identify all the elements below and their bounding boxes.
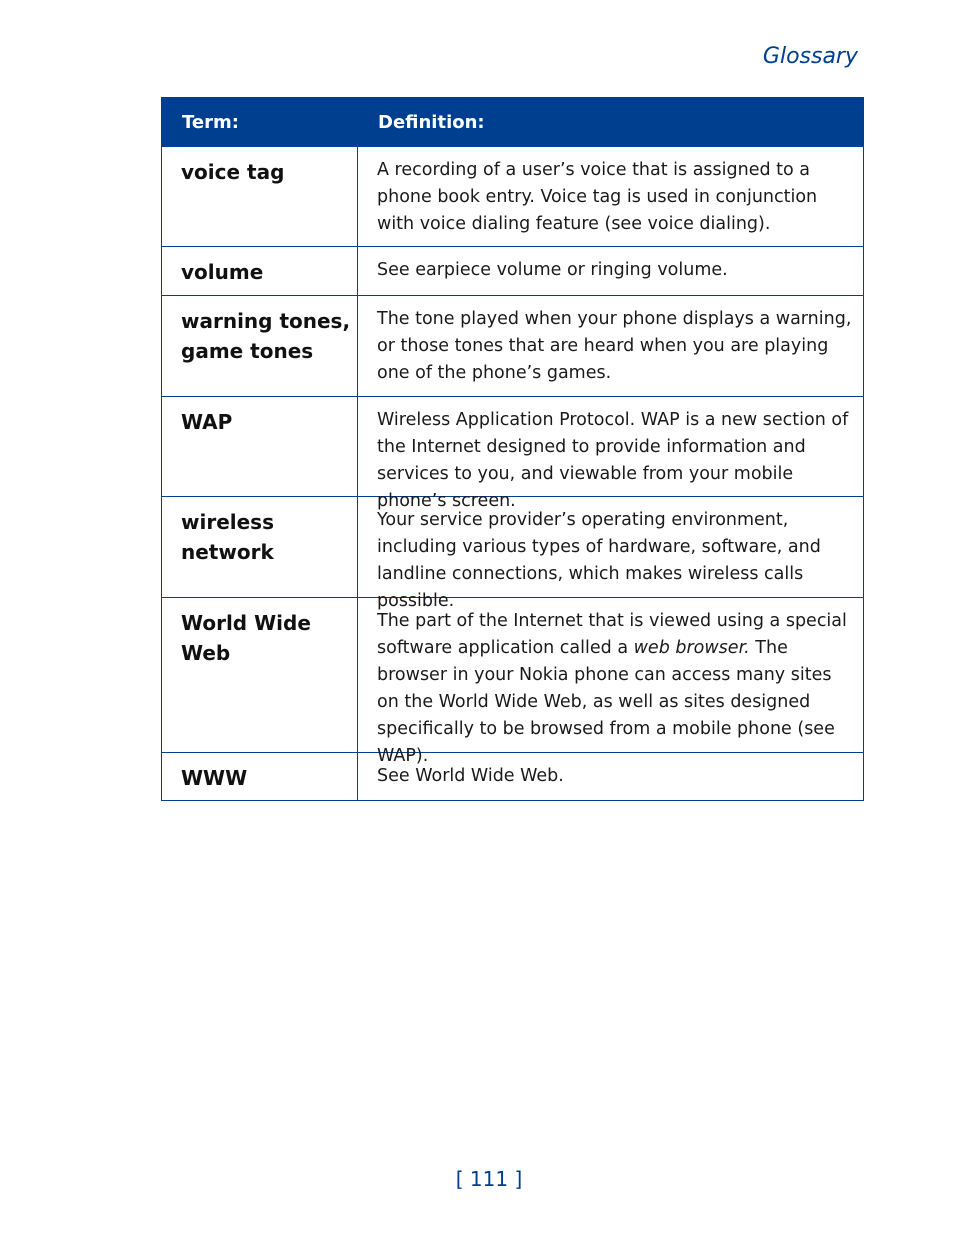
- definition-text: The browser in your Nokia phone can access many sites on the World Wide Web, as well as sites designed specifically to be browsed from a mobile phone (see WAP).: [377, 638, 835, 766]
- table-row: [162, 752, 863, 800]
- term-cell: wireless network: [162, 497, 358, 597]
- table-row: [162, 295, 863, 396]
- table-header-row: [162, 98, 863, 146]
- term-cell: WAP: [162, 397, 358, 496]
- term-cell: warning tones, game tones: [162, 296, 358, 396]
- term-cell: voice tag: [162, 147, 358, 246]
- glossary-table: [161, 97, 864, 801]
- table-row: [162, 246, 863, 295]
- definition-cell: The tone played when your phone displays a warning, or those tones that are heard when you are playing one of the phone’s games.: [377, 309, 852, 383]
- term-cell: World Wide Web: [162, 598, 358, 752]
- table-row: [162, 396, 863, 511]
- definition-cell: [358, 598, 863, 766]
- term-column-header: Term:: [182, 111, 239, 133]
- table-row: [162, 496, 863, 611]
- definition-emphasis: web browser.: [633, 638, 750, 658]
- definition-cell: Wireless Application Protocol. WAP is a new section of the Internet designed to provide information and services to you, and viewable from your mobile phone’s screen.: [377, 410, 849, 511]
- table-row: [162, 146, 863, 246]
- page-number: [ 111 ]: [455, 1167, 523, 1191]
- definition-cell: See earpiece volume or ringing volume.: [377, 260, 728, 280]
- definition-cell: Your service provider’s operating environment, including various types of hardware, software, and landline connections, which makes wireless calls possible.: [377, 510, 821, 611]
- table-row: [162, 597, 863, 766]
- definition-cell: See World Wide Web.: [377, 766, 564, 786]
- definition-cell: A recording of a user’s voice that is assigned to a phone book entry. Voice tag is used in conjunction with voice dialing feature (see voice dialing).: [377, 160, 818, 234]
- definition-text: The part of the Internet that is viewed using a special software application called a: [377, 611, 847, 658]
- definition-column-header: Definition:: [378, 111, 485, 133]
- term-cell: WWW: [162, 753, 358, 800]
- term-cell: volume: [162, 247, 358, 295]
- section-title: Glossary: [762, 44, 858, 69]
